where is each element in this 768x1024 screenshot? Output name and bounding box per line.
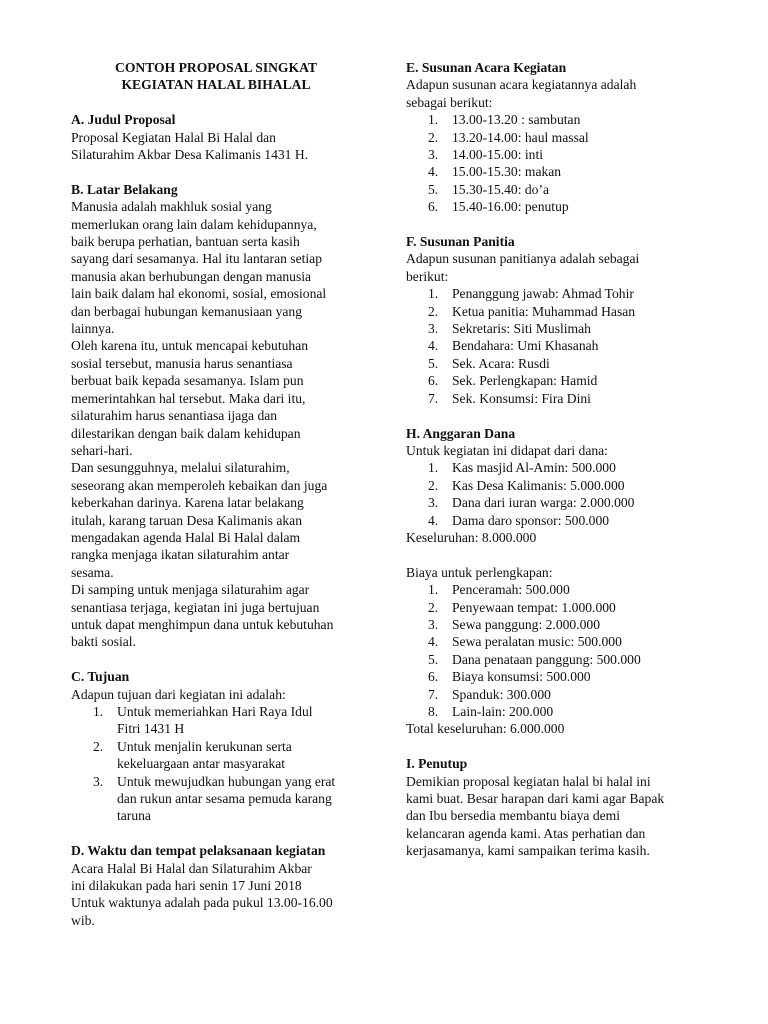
paragraph-line: Silaturahim Akbar Desa Kalimanis 1431 H. — [71, 147, 309, 163]
list-item-line: Fitri 1431 H — [117, 721, 185, 737]
list-item-line: taruna — [117, 808, 151, 824]
list-item — [406, 198, 706, 215]
list-item — [406, 320, 706, 337]
document-title-line: CONTOH PROPOSAL SINGKAT — [115, 60, 317, 75]
paragraph-line: dilestarikan dengan baik dalam kehidupan — [71, 425, 301, 441]
blank-line — [406, 546, 706, 563]
list-item-text: Ketua panitia: Muhammad Hasan — [452, 303, 636, 319]
list-item — [406, 163, 706, 180]
section-penutup — [406, 755, 706, 859]
paragraph-line: baik berupa perhatian, bantuan serta kasih — [71, 234, 300, 250]
document-title-line: KEGIATAN HALAL BIHALAL — [121, 77, 311, 93]
section-heading: D. Waktu dan tempat pelaksanaan kegiatan — [71, 843, 326, 859]
section-susunan-panitia — [406, 233, 706, 407]
paragraph-line: Untuk waktunya adalah pada pukul 13.00-16.00 — [71, 895, 333, 911]
list-item — [406, 668, 706, 685]
list-item-text: Bendahara: Umi Khasanah — [452, 338, 599, 354]
list-number: 1. — [428, 460, 439, 476]
list-number: 2. — [428, 477, 439, 493]
list-number: 7. — [428, 686, 439, 702]
list-item-text: Dana dari iuran warga: 2.000.000 — [452, 495, 635, 511]
left-column — [71, 59, 371, 929]
paragraph-line: Adapun susunan panitianya adalah sebagai — [406, 251, 640, 267]
paragraph-line: lainnya. — [71, 321, 115, 337]
paragraph-line: sosial tersebut, manusia harus senantiasa — [71, 355, 293, 371]
list-number: 4. — [428, 512, 439, 528]
paragraph-line: Biaya untuk perlengkapan: — [406, 564, 553, 580]
paragraph-line: sesama. — [71, 564, 114, 580]
paragraph-line: memerlukan orang lain dalam kehidupannya, — [71, 216, 317, 232]
paragraph-line: mengadakan agenda Halal Bi Halal dalam — [71, 529, 301, 545]
list-item — [71, 773, 371, 825]
list-item-line: dan rukun antar sesama pemuda karang — [117, 791, 332, 807]
list-item-text: Sek. Perlengkapan: Hamid — [452, 373, 598, 389]
list-number: 3. — [428, 147, 439, 163]
list-item — [71, 738, 371, 773]
list-number: 6. — [428, 199, 439, 215]
list-item — [406, 477, 706, 494]
panitia-list — [406, 285, 706, 407]
list-number: 4. — [428, 164, 439, 180]
acara-list — [406, 111, 706, 215]
list-item — [406, 111, 706, 128]
list-item-text: Kas masjid Al-Amin: 500.000 — [452, 460, 616, 476]
paragraph-line: keberkahan darinya. Karena latar belakang — [71, 495, 304, 511]
list-item-line: Untuk memeriahkan Hari Raya Idul — [117, 703, 313, 719]
section-waktu-tempat — [71, 842, 371, 929]
list-item-text: 13.00-13.20 : sambutan — [452, 112, 581, 128]
paragraph-line: Adapun susunan acara kegiatannya adalah — [406, 77, 637, 93]
list-number: 2. — [93, 738, 104, 754]
list-number: 1. — [428, 286, 439, 302]
paragraph-line: wib. — [71, 912, 95, 928]
list-number: 2. — [428, 303, 439, 319]
list-item-text: Biaya konsumsi: 500.000 — [452, 669, 591, 685]
list-item-text: Kas Desa Kalimanis: 5.000.000 — [452, 477, 625, 493]
list-number: 8. — [428, 703, 439, 719]
paragraph-line: dan Ibu bersedia membantu biaya demi — [406, 808, 621, 824]
paragraph-line: bakti sosial. — [71, 634, 136, 650]
list-number: 1. — [428, 582, 439, 598]
paragraph-line: memerintahkan hal tersebut. Maka dari itu, — [71, 390, 306, 406]
section-heading: C. Tujuan — [71, 669, 130, 685]
list-item — [406, 616, 706, 633]
list-number: 6. — [428, 373, 439, 389]
list-number: 1. — [428, 112, 439, 128]
paragraph-line: Oleh karena itu, untuk mencapai kebutuhan — [71, 338, 309, 354]
list-item — [406, 686, 706, 703]
section-judul-proposal — [71, 111, 371, 163]
list-item-text: Penyewaan tempat: 1.000.000 — [452, 599, 616, 615]
list-item — [406, 146, 706, 163]
paragraph-line: kami buat. Besar harapan dari kami agar Bapak — [406, 791, 665, 806]
paragraph-line: untuk dapat menghimpun dana untuk kebutuhan — [71, 616, 334, 632]
list-number: 3. — [93, 773, 104, 789]
list-item — [406, 129, 706, 146]
section-heading: B. Latar Belakang — [71, 181, 178, 197]
list-item-text: Sewa panggung: 2.000.000 — [452, 616, 601, 632]
list-item-text: Sek. Konsumsi: Fira Dini — [452, 390, 591, 406]
biaya-perlengkapan-list — [406, 581, 706, 720]
section-susunan-acara — [406, 59, 706, 216]
document-title — [71, 59, 371, 94]
list-item — [406, 651, 706, 668]
list-number: 7. — [428, 390, 439, 406]
list-item-text: 15.30-15.40: do’a — [452, 181, 550, 197]
list-number: 3. — [428, 495, 439, 511]
list-item — [406, 494, 706, 511]
list-item-text: Dama daro sponsor: 500.000 — [452, 512, 610, 528]
tujuan-list — [71, 703, 371, 825]
section-anggaran-dana — [406, 425, 706, 738]
list-item — [406, 459, 706, 476]
list-item — [406, 390, 706, 407]
paragraph-line: lain baik dalam hal ekonomi, sosial, emosional — [71, 286, 327, 302]
section-latar-belakang — [71, 181, 371, 651]
list-item — [406, 372, 706, 389]
list-item-text: Penceramah: 500.000 — [452, 582, 570, 598]
paragraph-line: Demikian proposal kegiatan halal bi halal ini — [406, 773, 651, 789]
section-heading: H. Anggaran Dana — [406, 425, 516, 441]
paragraph-line: sayang dari sesamanya. Hal itu lantaran setiap — [71, 251, 323, 267]
list-item-text: 13.20-14.00: haul massal — [452, 129, 589, 145]
section-heading: F. Susunan Panitia — [406, 234, 515, 250]
paragraph-line: seseorang akan memperoleh kebaikan dan juga — [71, 477, 328, 493]
list-number: 2. — [428, 599, 439, 615]
paragraph-line: Proposal Kegiatan Halal Bi Halal dan — [71, 129, 276, 145]
list-number: 5. — [428, 355, 439, 371]
sumber-dana-list — [406, 459, 706, 529]
paragraph-line: sebagai berikut: — [406, 94, 493, 110]
paragraph-line: Adapun tujuan dari kegiatan ini adalah: — [71, 686, 286, 702]
list-number: 5. — [428, 651, 439, 667]
list-item-line: Untuk menjalin kerukunan serta — [117, 738, 292, 754]
paragraph-line: rangka menjaga ikatan silaturahim antar — [71, 547, 290, 563]
list-item-text: Lain-lain: 200.000 — [452, 703, 554, 719]
list-item — [406, 337, 706, 354]
paragraph-line: kelancaran agenda kami. Atas perhatian dan — [406, 825, 646, 841]
right-column — [406, 59, 706, 860]
total-line: Keseluruhan: 8.000.000 — [406, 529, 537, 545]
paragraph-line: Acara Halal Bi Halal dan Silaturahim Akbar — [71, 860, 312, 876]
paragraph-line: kerjasamanya, kami sampaikan terima kasih. — [406, 843, 650, 859]
list-number: 4. — [428, 338, 439, 354]
paragraph-line: senantiasa terjaga, kegiatan ini juga bertujuan — [71, 599, 320, 615]
list-number: 6. — [428, 669, 439, 685]
list-item — [71, 703, 371, 738]
list-number: 4. — [428, 634, 439, 650]
list-item — [406, 285, 706, 302]
total-line: Total keseluruhan: 6.000.000 — [406, 721, 565, 737]
list-item — [406, 355, 706, 372]
paragraph-line: Manusia adalah makhluk sosial yang — [71, 199, 272, 215]
list-item — [406, 181, 706, 198]
list-item-text: Spanduk: 300.000 — [452, 686, 551, 702]
list-number: 5. — [428, 181, 439, 197]
section-heading: A. Judul Proposal — [71, 112, 176, 128]
list-item — [406, 703, 706, 720]
list-item — [406, 633, 706, 650]
paragraph-line: itulah, karang taruan Desa Kalimanis akan — [71, 512, 303, 528]
list-item-text: Sek. Acara: Rusdi — [452, 355, 550, 371]
paragraph-line: dan berbagai hubungan kemanusiaan yang — [71, 303, 303, 319]
list-item-text: 15.40-16.00: penutup — [452, 199, 569, 215]
section-heading: E. Susunan Acara Kegiatan — [406, 60, 567, 75]
paragraph-line: silaturahim harus senantiasa ijaga dan — [71, 408, 278, 424]
paragraph-line: manusia akan berhubungan dengan manusia — [71, 268, 312, 284]
section-heading: I. Penutup — [406, 756, 468, 772]
list-item-line: kekeluargaan antar masyarakat — [117, 756, 286, 772]
paragraph-line: Di samping untuk menjaga silaturahim agar — [71, 582, 310, 598]
paragraph-line: ini dilakukan pada hari senin 17 Juni 2018 — [71, 878, 302, 894]
list-item-text: Sewa peralatan music: 500.000 — [452, 634, 622, 650]
section-tujuan — [71, 668, 371, 825]
paragraph-line: berikut: — [406, 268, 449, 284]
list-number: 1. — [93, 703, 104, 719]
list-number: 2. — [428, 129, 439, 145]
list-number: 3. — [428, 616, 439, 632]
list-item — [406, 303, 706, 320]
paragraph-line: berbuat baik kepada sesamanya. Islam pun — [71, 373, 304, 389]
list-item — [406, 581, 706, 598]
paragraph-line: Dan sesungguhnya, melalui silaturahim, — [71, 460, 290, 476]
list-item — [406, 599, 706, 616]
list-item-text: Penanggung jawab: Ahmad Tohir — [452, 286, 634, 302]
list-item-text: 15.00-15.30: makan — [452, 164, 562, 180]
list-item-line: Untuk mewujudkan hubungan yang erat — [117, 773, 336, 789]
paragraph-line: Untuk kegiatan ini didapat dari dana: — [406, 442, 608, 458]
paragraph-line: sehari-hari. — [71, 442, 133, 458]
list-item-text: Dana penataan panggung: 500.000 — [452, 651, 641, 667]
list-item — [406, 512, 706, 529]
list-item-text: Sekretaris: Siti Muslimah — [452, 321, 591, 337]
list-item-text: 14.00-15.00: inti — [452, 147, 544, 163]
list-number: 3. — [428, 321, 439, 337]
